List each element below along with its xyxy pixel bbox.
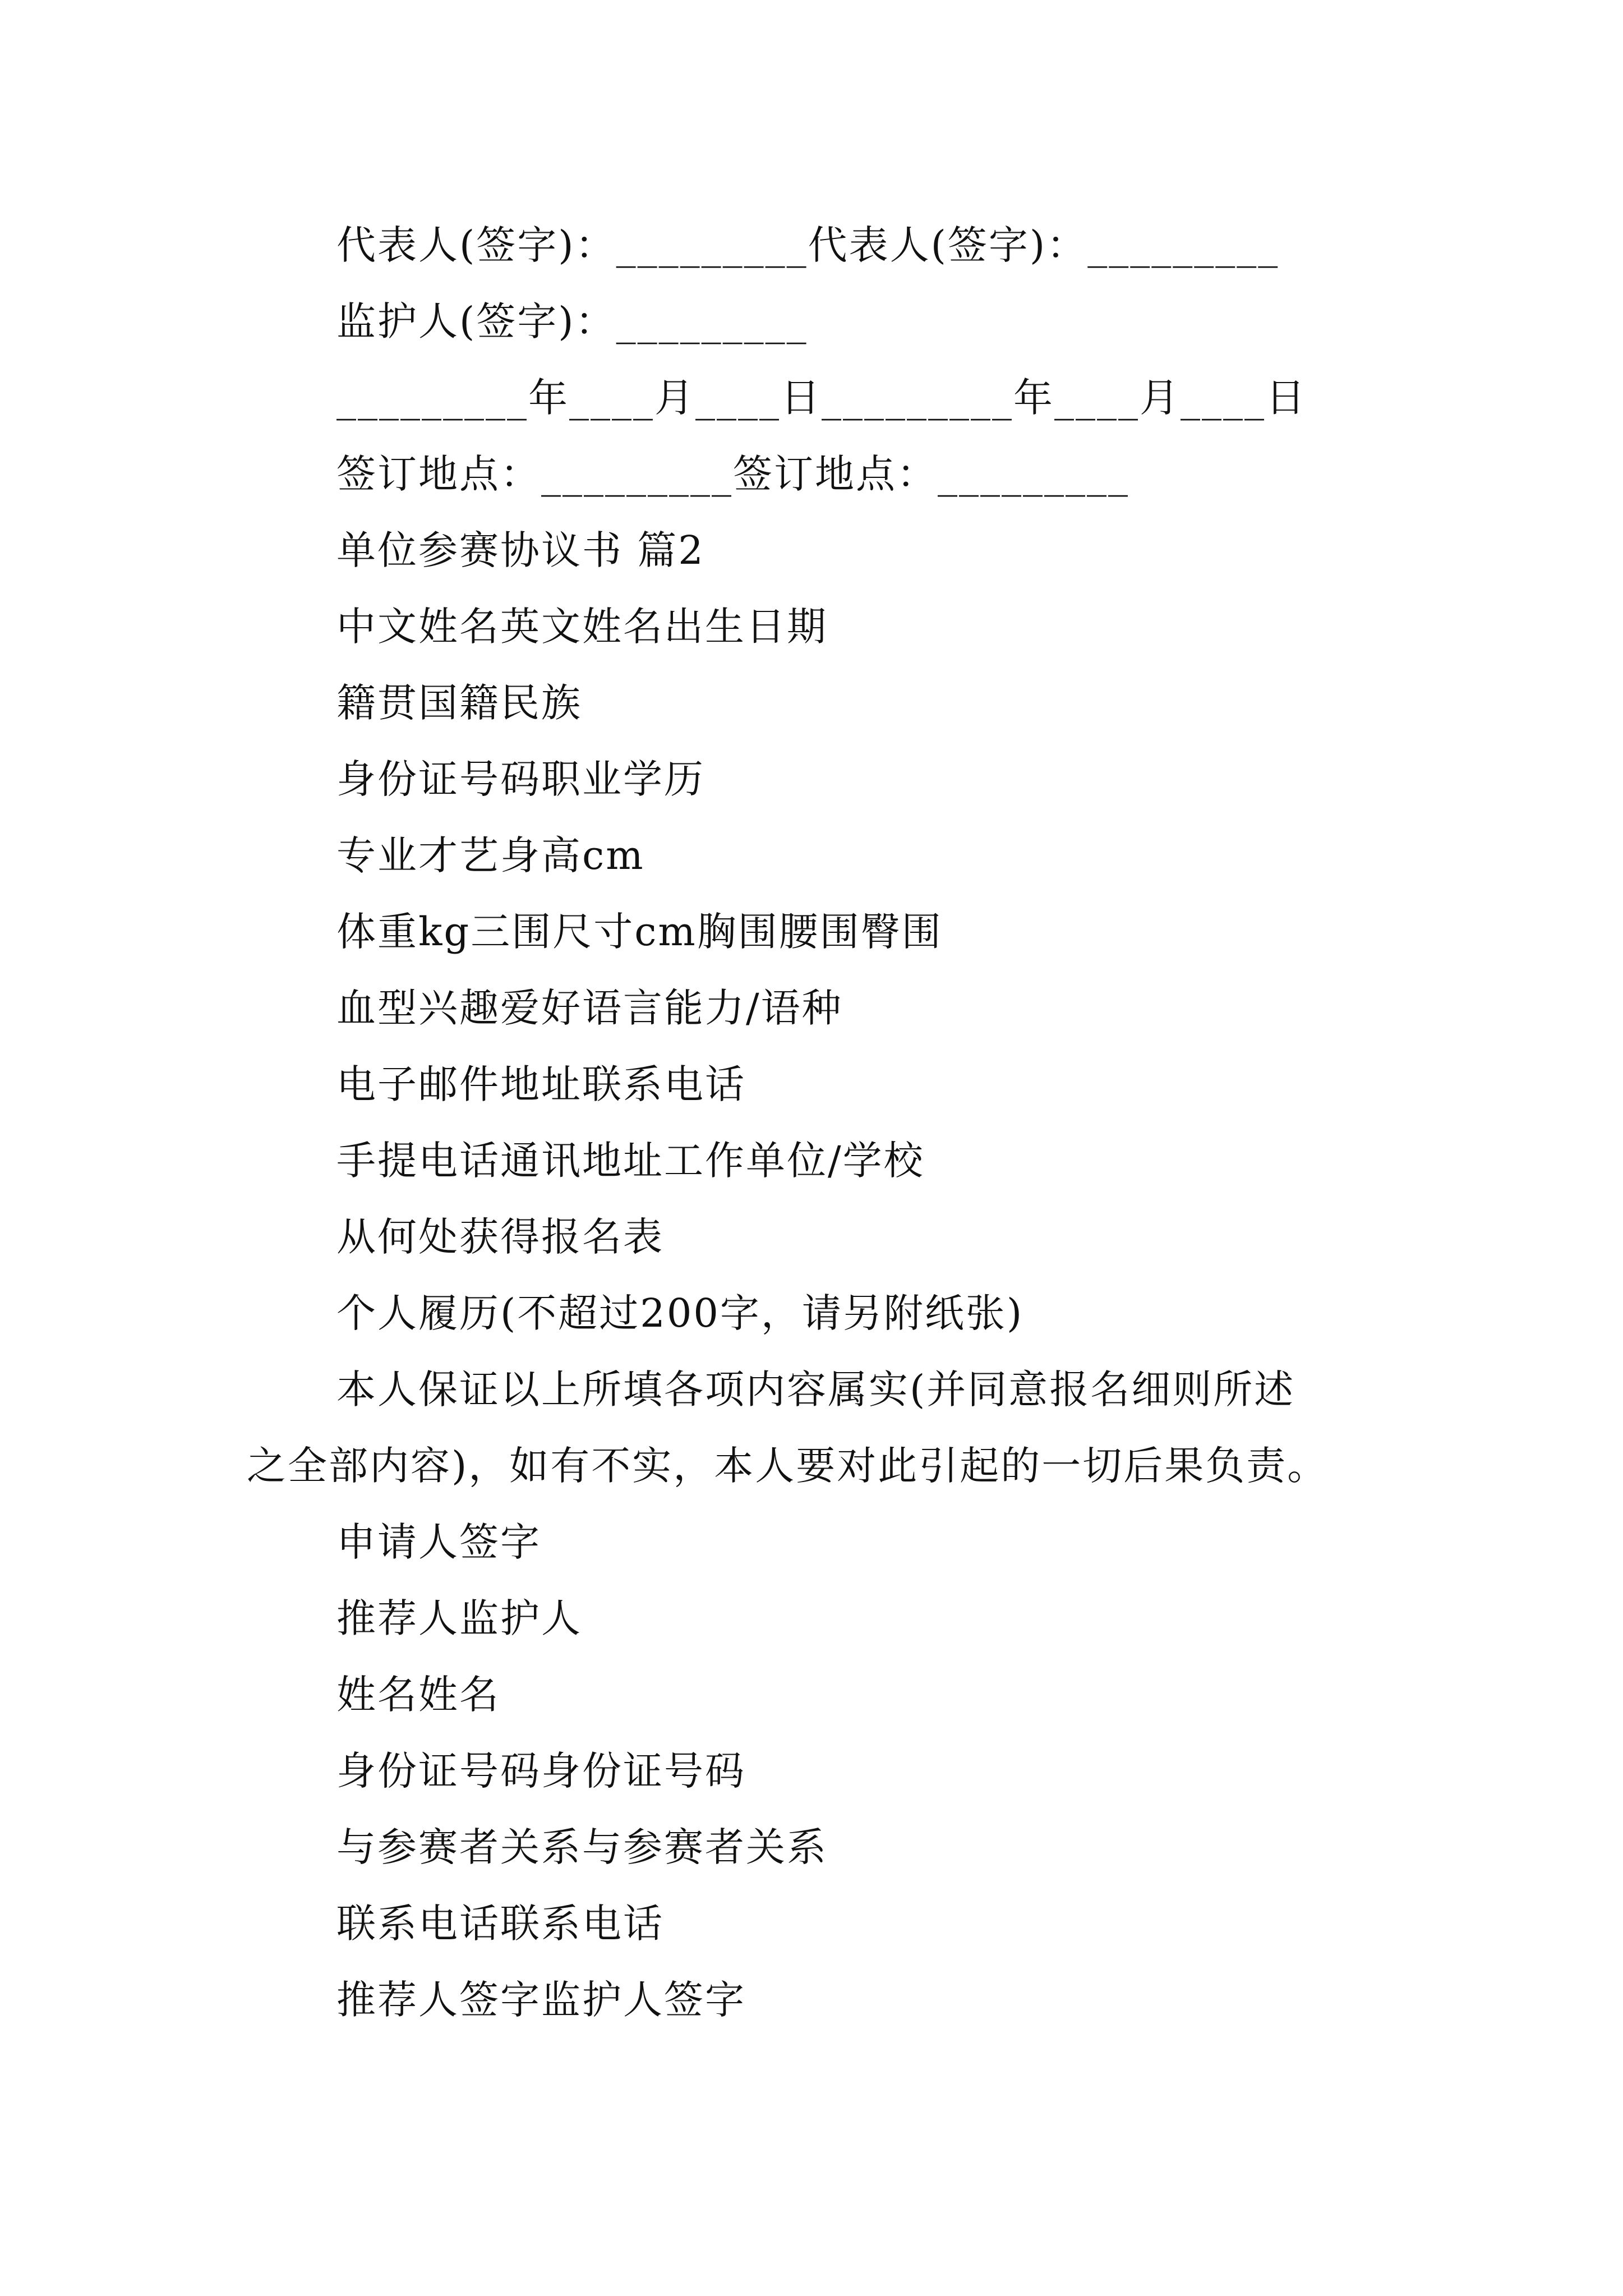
date-line: _________年____月____日_________年____月____日: [336, 375, 1307, 421]
form-field-line: 申请人签字: [336, 1519, 541, 1565]
form-field-line: 与参赛者关系与参赛者关系: [336, 1824, 828, 1870]
section-heading: 单位参赛协议书 篇2: [336, 527, 705, 573]
declaration-paragraph-line: 之全部内容)，如有不实，本人要对此引起的一切后果负责。: [247, 1443, 1329, 1489]
form-field-line: 血型兴趣爱好语言能力/语种: [336, 985, 843, 1031]
form-field-line: 个人履历(不超过200字，请另附纸张): [336, 1290, 1024, 1336]
form-field-line: 从何处获得报名表: [336, 1214, 664, 1260]
form-field-line: 专业才艺身高cm: [336, 832, 645, 878]
form-field-line: 身份证号码身份证号码: [336, 1748, 746, 1794]
form-field-line: 中文姓名英文姓名出生日期: [336, 604, 828, 650]
form-field-line: 姓名姓名: [336, 1672, 500, 1718]
form-field-line: 电子邮件地址联系电话: [336, 1061, 746, 1107]
representative-signature-line: 代表人(签字)：_________代表人(签字)：_________: [336, 222, 1280, 268]
form-field-line: 手提电话通讯地址工作单位/学校: [336, 1138, 925, 1184]
form-field-line: 联系电话联系电话: [336, 1901, 664, 1947]
declaration-paragraph-line: 本人保证以上所填各项内容属实(并同意报名细则所述: [336, 1366, 1295, 1412]
signing-location-line: 签订地点：_________签订地点：_________: [336, 451, 1129, 497]
guardian-signature-line: 监护人(签字)：_________: [336, 298, 808, 344]
form-field-line: 体重kg三围尺寸cm胸围腰围臀围: [336, 909, 943, 955]
form-field-line: 身份证号码职业学历: [336, 756, 705, 802]
form-field-line: 籍贯国籍民族: [336, 680, 582, 726]
form-field-line: 推荐人签字监护人签字: [336, 1977, 746, 2023]
form-field-line: 推荐人监护人: [336, 1595, 582, 1641]
